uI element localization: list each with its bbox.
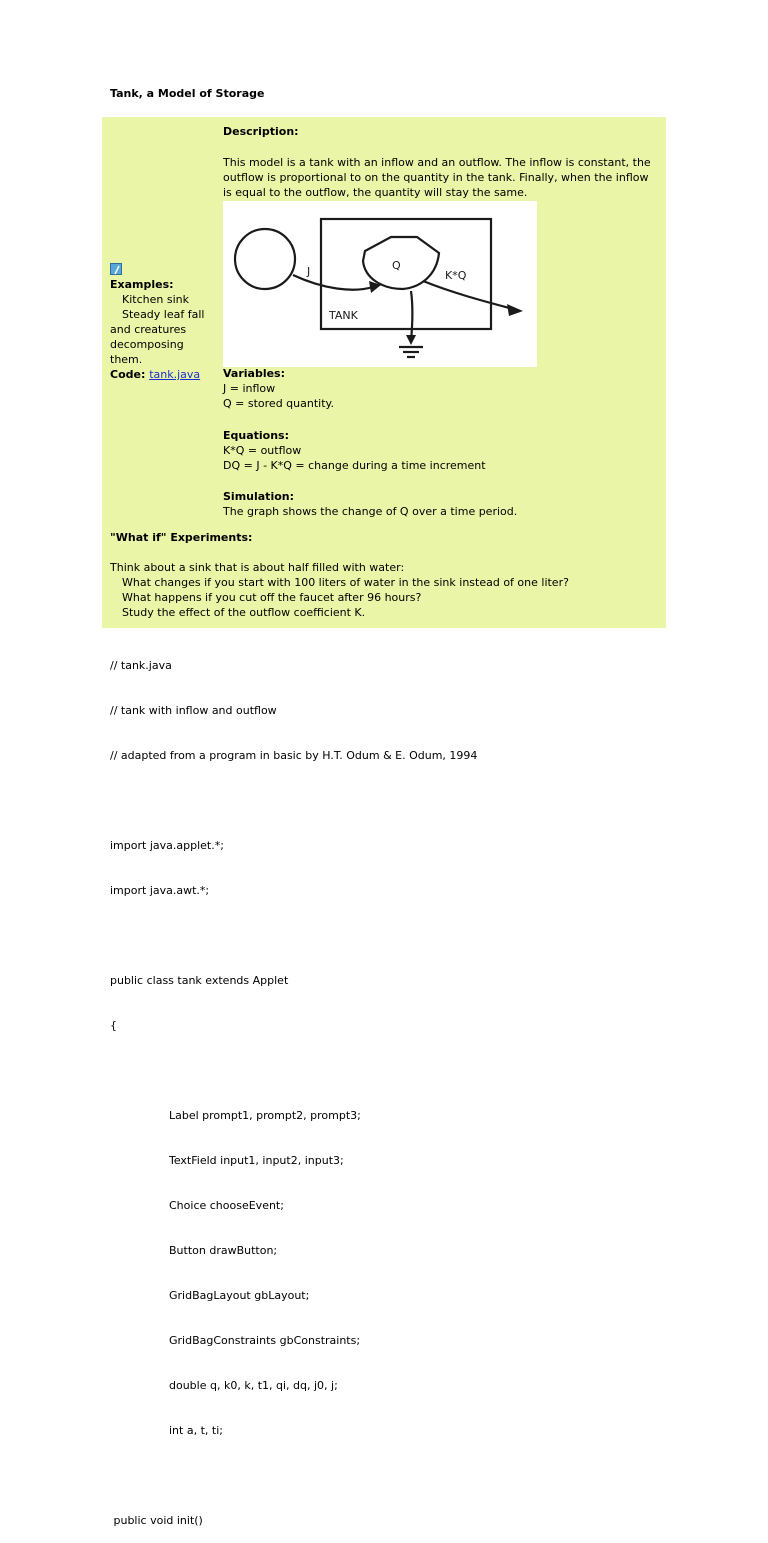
variable-line: J = inflow bbox=[223, 382, 276, 395]
outflow-arrow bbox=[423, 281, 513, 309]
source-label: J bbox=[307, 265, 311, 278]
whatif-section bbox=[110, 530, 660, 620]
code-import: import java.awt.*; bbox=[110, 884, 210, 897]
code-listing bbox=[110, 628, 477, 1543]
equations-section bbox=[223, 428, 663, 473]
source-circle bbox=[235, 229, 295, 289]
code-method-decl: public void init() bbox=[110, 1514, 203, 1527]
variables-section bbox=[223, 366, 663, 411]
examples-section: Examples: Kitchen sink Steady leaf fall and creatures decomposing them. Code: tank.java bbox=[110, 277, 210, 382]
whatif-item: Study the effect of the outflow coefficient K. bbox=[122, 606, 366, 619]
examples-heading: Examples: bbox=[110, 278, 174, 291]
code-open-brace: { bbox=[110, 1019, 117, 1032]
code-field: double q, k0, k, t1, qi, dq, j0, j; bbox=[169, 1379, 338, 1392]
code-field: GridBagConstraints gbConstraints; bbox=[169, 1334, 361, 1347]
inflow-arrow bbox=[293, 275, 373, 290]
code-link[interactable]: tank.java bbox=[149, 368, 201, 381]
tank-label: TANK bbox=[329, 309, 358, 322]
tank-diagram bbox=[223, 201, 537, 367]
example-item: Steady leaf fall bbox=[122, 308, 205, 321]
example-item: and creatures decomposing them. bbox=[110, 323, 187, 366]
code-import: import java.applet.*; bbox=[110, 839, 224, 852]
code-field: GridBagLayout gbLayout; bbox=[169, 1289, 310, 1302]
page-title: Tank, a Model of Storage bbox=[110, 87, 265, 100]
code-field: TextField input1, input2, input3; bbox=[169, 1154, 344, 1167]
code-field: int a, t, ti; bbox=[169, 1424, 223, 1437]
whatif-intro: Think about a sink that is about half filled with water: bbox=[110, 561, 405, 574]
variables-heading: Variables: bbox=[223, 367, 286, 380]
whatif-item: What happens if you cut off the faucet after 96 hours? bbox=[122, 591, 422, 604]
simulation-text: The graph shows the change of Q over a time period. bbox=[223, 505, 518, 518]
example-item: Kitchen sink bbox=[122, 293, 189, 306]
whatif-heading: "What if" Experiments: bbox=[110, 531, 253, 544]
storage-label: Q bbox=[392, 259, 401, 272]
equation-line: K*Q = outflow bbox=[223, 444, 302, 457]
equations-heading: Equations: bbox=[223, 429, 290, 442]
code-label: Code bbox=[110, 368, 141, 381]
simulation-heading: Simulation: bbox=[223, 490, 294, 503]
link-icon[interactable] bbox=[110, 263, 122, 275]
code-class-decl: public class tank extends Applet bbox=[110, 974, 289, 987]
storage-shape bbox=[363, 237, 439, 289]
code-comment: // adapted from a program in basic by H.T. Odum & E. Odum, 1994 bbox=[110, 749, 478, 762]
description-heading: Description: bbox=[223, 125, 299, 138]
description-text: This model is a tank with an inflow and an outflow. The inflow is constant, the outflow is proportional to on the quantity in the tank. Finally, when the inflow is equal to the outflow, the quantity will stay the same. bbox=[223, 156, 651, 199]
outflow-label: K*Q bbox=[445, 269, 467, 282]
whatif-item: What changes if you start with 100 liters of water in the sink instead of one liter? bbox=[122, 576, 569, 589]
code-field: Button drawButton; bbox=[169, 1244, 278, 1257]
code-comment: // tank with inflow and outflow bbox=[110, 704, 277, 717]
code-field: Label prompt1, prompt2, prompt3; bbox=[169, 1109, 361, 1122]
code-field: Choice chooseEvent; bbox=[169, 1199, 284, 1212]
code-comment: // tank.java bbox=[110, 659, 172, 672]
equation-line: DQ = J - K*Q = change during a time increment bbox=[223, 459, 486, 472]
simulation-section bbox=[223, 489, 663, 519]
heat-sink-line bbox=[411, 291, 413, 341]
variable-line: Q = stored quantity. bbox=[223, 397, 334, 410]
